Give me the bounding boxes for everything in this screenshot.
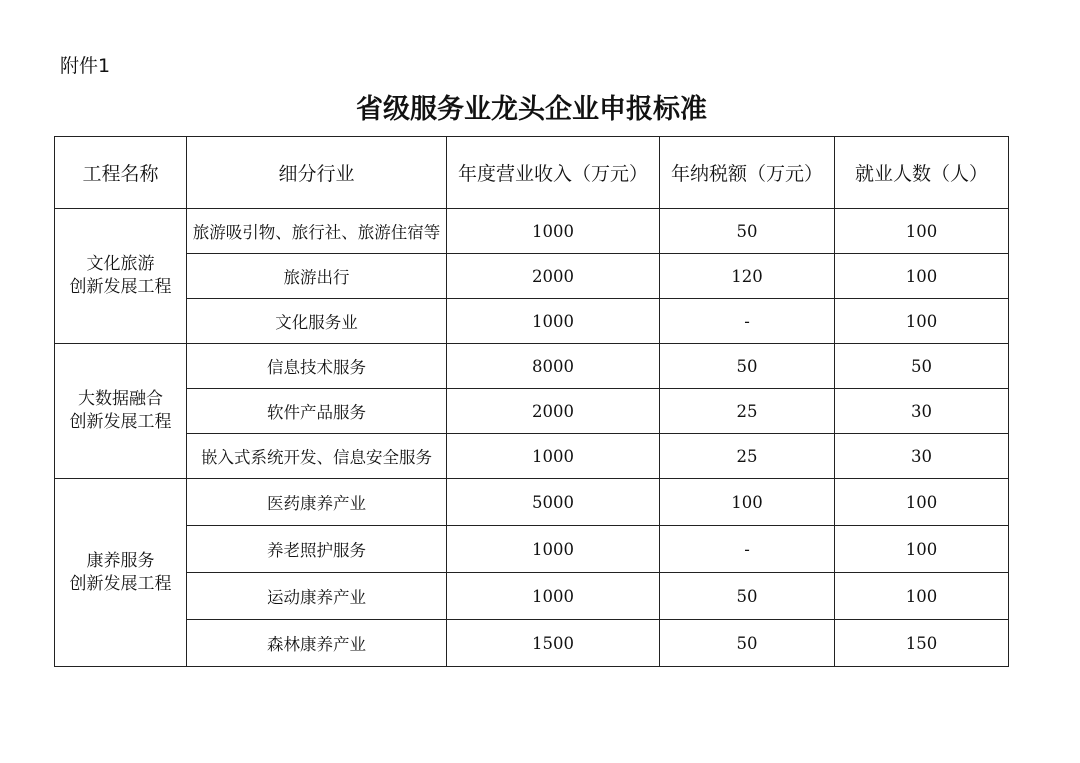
employees-cell: 100: [835, 573, 1009, 620]
table-row: [55, 479, 1009, 526]
employees-cell: 50: [835, 344, 1009, 389]
industry-cell: 文化服务业: [187, 299, 447, 344]
industry-cell: 软件产品服务: [187, 389, 447, 434]
revenue-cell: 8000: [447, 344, 660, 389]
header-employees: 就业人数（人）: [835, 137, 1009, 209]
table-row: [55, 526, 1009, 573]
industry-cell: 森林康养产业: [187, 620, 447, 667]
header-sub-industry: 细分行业: [187, 137, 447, 209]
tax-cell: -: [660, 299, 835, 344]
tax-cell: 120: [660, 254, 835, 299]
employees-cell: 30: [835, 434, 1009, 479]
industry-cell: 信息技术服务: [187, 344, 447, 389]
table-row: [55, 573, 1009, 620]
standards-table: [54, 136, 1009, 667]
group-name-culture-tourism: 文化旅游 创新发展工程: [55, 209, 187, 344]
revenue-cell: 1000: [447, 526, 660, 573]
table-row: [55, 209, 1009, 254]
table-row: [55, 254, 1009, 299]
employees-cell: 100: [835, 209, 1009, 254]
employees-cell: 30: [835, 389, 1009, 434]
employees-cell: 100: [835, 299, 1009, 344]
page-title: 省级服务业龙头企业申报标准: [356, 94, 707, 125]
tax-cell: 25: [660, 389, 835, 434]
header-annual-revenue: 年度营业收入（万元）: [447, 137, 660, 209]
industry-cell: 旅游吸引物、旅行社、旅游住宿等: [187, 209, 447, 254]
revenue-cell: 1000: [447, 209, 660, 254]
group-name-health-care: 康养服务 创新发展工程: [55, 479, 187, 667]
group-name-big-data: 大数据融合 创新发展工程: [55, 344, 187, 479]
revenue-cell: 1000: [447, 573, 660, 620]
industry-cell: 养老照护服务: [187, 526, 447, 573]
attachment-label: 附件1: [60, 55, 111, 77]
tax-cell: 50: [660, 620, 835, 667]
header-row: [55, 137, 1009, 209]
tax-cell: 50: [660, 573, 835, 620]
revenue-cell: 1500: [447, 620, 660, 667]
table-row: [55, 344, 1009, 389]
industry-cell: 旅游出行: [187, 254, 447, 299]
industry-cell: 医药康养产业: [187, 479, 447, 526]
revenue-cell: 2000: [447, 254, 660, 299]
header-annual-tax: 年纳税额（万元）: [660, 137, 835, 209]
table-row: [55, 620, 1009, 667]
header-project-name: 工程名称: [55, 137, 187, 209]
revenue-cell: 5000: [447, 479, 660, 526]
employees-cell: 100: [835, 526, 1009, 573]
revenue-cell: 1000: [447, 434, 660, 479]
revenue-cell: 2000: [447, 389, 660, 434]
revenue-cell: 1000: [447, 299, 660, 344]
industry-cell: 嵌入式系统开发、信息安全服务: [187, 434, 447, 479]
tax-cell: 100: [660, 479, 835, 526]
table-row: [55, 299, 1009, 344]
employees-cell: 150: [835, 620, 1009, 667]
tax-cell: 25: [660, 434, 835, 479]
tax-cell: 50: [660, 344, 835, 389]
employees-cell: 100: [835, 479, 1009, 526]
table-row: [55, 434, 1009, 479]
table-row: [55, 389, 1009, 434]
industry-cell: 运动康养产业: [187, 573, 447, 620]
employees-cell: 100: [835, 254, 1009, 299]
tax-cell: 50: [660, 209, 835, 254]
tax-cell: -: [660, 526, 835, 573]
